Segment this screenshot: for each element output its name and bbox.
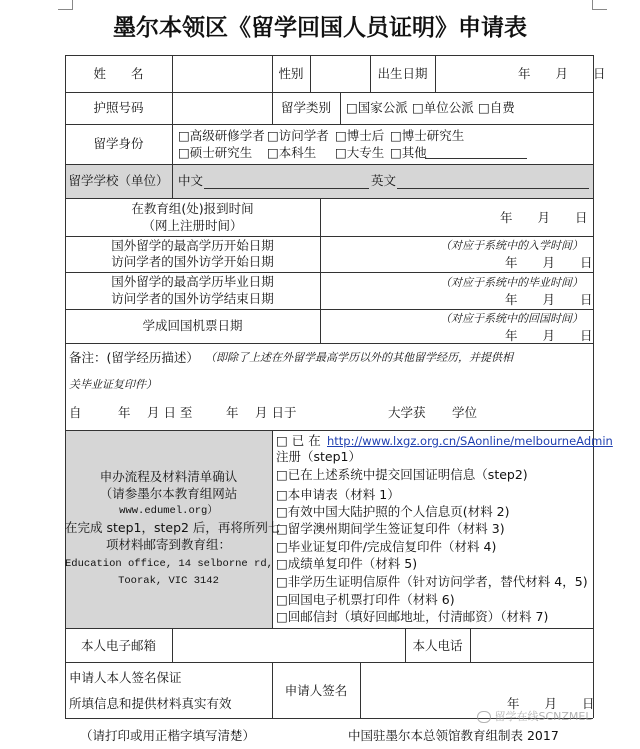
study-type-public[interactable]: □国家公派 (346, 100, 408, 115)
grid-line (435, 55, 436, 92)
signature-date[interactable]: 年 月 日 (507, 696, 595, 711)
grid-line (172, 124, 173, 198)
grid-line (65, 430, 593, 431)
identity-visiting-scholar[interactable]: □访问学者 (267, 128, 329, 143)
identity-bachelor[interactable]: □本科生 (267, 145, 317, 160)
start-date-label-2: 访问学者的国外访学开始日期 (111, 254, 274, 269)
process-title: 申办流程及材料清单确认 (99, 469, 238, 484)
remarks-to-date[interactable]: 年 月 日于 (226, 405, 297, 420)
end-date-field[interactable]: 年 月 日 (505, 292, 593, 307)
school-english-field[interactable] (397, 188, 589, 189)
study-type-unit[interactable]: □单位公派 (412, 100, 474, 115)
wechat-icon (477, 711, 491, 723)
remarks-from-date[interactable]: 年 月 日 至 (118, 405, 193, 420)
signature-label: 申请人签名 (284, 683, 348, 698)
signature-field[interactable] (361, 663, 592, 697)
grid-line (65, 309, 593, 310)
remarks-label: 备注：(留学经历描述） (69, 350, 199, 365)
process-address-1: Education office, 14 selborne rd, (65, 558, 273, 570)
passport-label: 护照号码 (93, 100, 144, 115)
birth-date-label: 出生日期 (377, 66, 428, 81)
identity-label: 留学身份 (93, 136, 144, 151)
process-mail-note: 项材料邮寄到教育组： (105, 537, 231, 552)
start-date-note: （对应于系统中的入学时间） (440, 239, 583, 252)
end-date-label-2: 访问学者的国外访学结束日期 (111, 291, 274, 306)
report-time-date[interactable]: 年 月 日 (500, 210, 588, 225)
remarks-note-2: 关毕业证复印件） (69, 378, 157, 391)
identity-college[interactable]: □大专生 (335, 145, 385, 160)
grid-line (65, 124, 593, 125)
process-website-note: （请参墨尔本教育组网站 (99, 486, 238, 501)
grid-line (320, 198, 321, 343)
footer-instruction: （请打印或用正楷字填写清楚） (80, 728, 256, 743)
grid-line (593, 55, 594, 718)
identity-postdoc[interactable]: □博士后 (335, 128, 385, 143)
return-ticket-label: 学成回国机票日期 (142, 318, 243, 333)
name-field[interactable] (173, 56, 271, 91)
watermark (477, 710, 592, 724)
report-time-label-1: 在教育组(处)报到时间 (131, 201, 254, 216)
grid-line (65, 272, 593, 273)
form-title: 墨尔本领区《留学回国人员证明》申请表 (113, 14, 527, 41)
step1-suffix: 注册（step1） (276, 449, 361, 464)
identity-other-underline (425, 158, 527, 159)
material-4[interactable]: □毕业证复印件/完成信复印件（材料 4) (276, 539, 497, 554)
school-label: 留学学校（单位） (68, 173, 169, 188)
grid-line (65, 164, 593, 165)
grid-line (65, 55, 66, 718)
material-6[interactable]: □回国电子机票打印件（材料 6) (276, 592, 455, 607)
guarantee-line-1: 申请人本人签名保证 (69, 670, 182, 685)
process-address-2: Toorak, VIC 3142 (118, 575, 219, 587)
remarks-from: 自 (69, 405, 82, 420)
material-1[interactable]: □本申请表（材料 1） (276, 487, 400, 502)
passport-field[interactable] (173, 93, 271, 123)
report-time-label-2: （网上注册时间） (142, 218, 243, 233)
step1-checkbox[interactable]: □ 已 在 (276, 433, 321, 448)
start-date-field[interactable]: 年 月 日 (505, 255, 593, 270)
return-ticket-note: （对应于系统中的回国时间） (440, 312, 583, 325)
school-english-label: 英文 (371, 173, 397, 188)
corner-mark-left (58, 0, 73, 10)
grid-line (65, 92, 593, 93)
remarks-degree[interactable]: 学位 (452, 405, 478, 420)
school-chinese-label: 中文 (178, 173, 204, 188)
start-date-label-1: 国外留学的最高学历开始日期 (111, 238, 274, 253)
guarantee-line-2: 所填信息和提供材料真实有效 (69, 696, 232, 711)
footer-issuer: 中国驻墨尔本总领馆教育组制表 2017 (348, 728, 559, 743)
phone-field[interactable] (471, 629, 592, 661)
identity-master[interactable]: □硕士研究生 (178, 145, 253, 160)
remarks-university[interactable]: 大学获 (388, 405, 426, 420)
material-3[interactable]: □留学澳州期间学生签证复印件（材料 3) (276, 521, 505, 536)
step2-checkbox[interactable]: □已在上述系统中提交回国证明信息（step2) (276, 467, 528, 482)
grid-line (340, 92, 341, 124)
name-label: 姓 名 (93, 66, 144, 81)
identity-phd[interactable]: □博士研究生 (390, 128, 465, 143)
end-date-label-1: 国外留学的最高学历毕业日期 (111, 274, 274, 289)
birth-date-field[interactable]: 年 月 日 (518, 66, 606, 81)
grid-line (65, 198, 593, 199)
return-ticket-date[interactable]: 年 月 日 (505, 328, 593, 343)
material-nondegree[interactable]: □非学历生证明信原件（针对访问学者，替代材料 4，5) (276, 574, 588, 589)
material-5[interactable]: □成绩单复印件（材料 5) (276, 556, 418, 571)
study-type-label: 留学类别 (280, 100, 331, 115)
identity-other[interactable]: □其他 (390, 145, 427, 160)
material-7[interactable]: □回邮信封（填好回邮地址，付清邮资）（材料 7) (276, 609, 549, 624)
corner-mark-right (592, 0, 607, 10)
gender-label: 性别 (278, 66, 304, 81)
phone-label: 本人电话 (412, 638, 463, 653)
gender-field[interactable] (311, 56, 369, 91)
identity-senior-scholar[interactable]: □高级研修学者 (178, 128, 265, 143)
email-label: 本人电子邮箱 (80, 638, 156, 653)
email-field[interactable] (173, 629, 404, 661)
step1-link[interactable]: http://www.lxgz.org.cn/SAonline/melbourneAdmin (327, 434, 613, 448)
grid-line (65, 236, 593, 237)
process-website-link[interactable]: www.edumel.org） (119, 505, 218, 517)
material-2[interactable]: □有效中国大陆护照的个人信息页(材料 2) (276, 504, 510, 519)
end-date-note: （对应于系统中的毕业时间） (440, 276, 583, 289)
study-type-self[interactable]: □自费 (478, 100, 515, 115)
school-chinese-field[interactable] (204, 188, 369, 189)
process-step-note: 在完成 step1，step2 后，再将所列七 (65, 520, 281, 535)
remarks-note-1: （即除了上述在外留学最高学历以外的其他留学经历，并提供相 (205, 351, 513, 364)
watermark-text: 留学在线SCNZMEL (494, 710, 592, 723)
